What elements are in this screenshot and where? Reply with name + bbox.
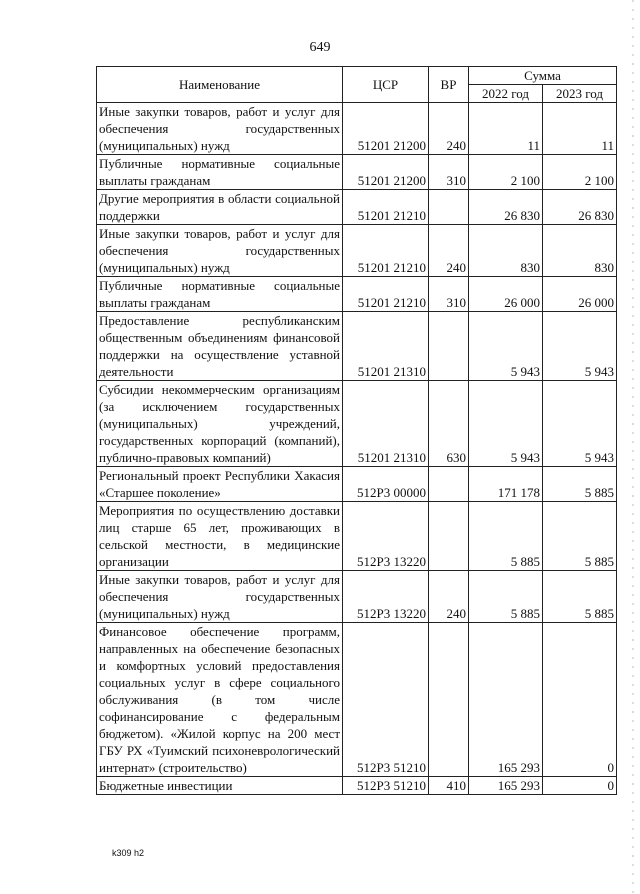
- row-vr: 310: [429, 277, 469, 312]
- row-vr: 630: [429, 381, 469, 467]
- row-vr: [429, 467, 469, 502]
- budget-table: [96, 66, 617, 795]
- row-sum-2022: 26 000: [469, 277, 543, 312]
- table-row: [97, 312, 617, 381]
- header-sum: Сумма: [469, 67, 617, 85]
- row-name: Региональный проект Республики Хакасия «Старшее поколение»: [97, 467, 343, 502]
- row-sum-2023: 26 000: [543, 277, 617, 312]
- scan-edge: [632, 0, 634, 894]
- header-vr: ВР: [429, 67, 469, 103]
- table-row: [97, 623, 617, 777]
- row-sum-2022: 5 943: [469, 312, 543, 381]
- table-row: [97, 571, 617, 623]
- header-csr: ЦСР: [343, 67, 429, 103]
- row-vr: 240: [429, 225, 469, 277]
- row-name: Иные закупки товаров, работ и услуг для обеспечения государственных (муниципальных) нужд: [97, 225, 343, 277]
- row-vr: [429, 623, 469, 777]
- row-sum-2023: 830: [543, 225, 617, 277]
- header-year-2022: 2022 год: [469, 85, 543, 103]
- row-sum-2023: 5 943: [543, 312, 617, 381]
- page-number: 649: [309, 40, 331, 55]
- row-csr: 512P3 51210: [343, 777, 429, 795]
- row-csr: 51201 21310: [343, 312, 429, 381]
- table-row: [97, 502, 617, 571]
- row-name: Другие мероприятия в области социальной поддержки: [97, 190, 343, 225]
- row-name: Иные закупки товаров, работ и услуг для обеспечения государственных (муниципальных) нужд: [97, 571, 343, 623]
- row-sum-2022: 171 178: [469, 467, 543, 502]
- header-row: [97, 67, 617, 85]
- row-sum-2023: 0: [543, 623, 617, 777]
- row-csr: 512P3 13220: [343, 571, 429, 623]
- row-sum-2022: 830: [469, 225, 543, 277]
- row-vr: 240: [429, 103, 469, 155]
- table-row: [97, 225, 617, 277]
- table-row: [97, 777, 617, 795]
- table-row: [97, 155, 617, 190]
- row-csr: 512P3 13220: [343, 502, 429, 571]
- row-name: Публичные нормативные социальные выплаты гражданам: [97, 277, 343, 312]
- row-csr: 512P3 00000: [343, 467, 429, 502]
- row-sum-2023: 5 885: [543, 467, 617, 502]
- table-row: [97, 277, 617, 312]
- row-csr: 512P3 51210: [343, 623, 429, 777]
- row-sum-2022: 2 100: [469, 155, 543, 190]
- row-sum-2022: 26 830: [469, 190, 543, 225]
- row-sum-2022: 165 293: [469, 623, 543, 777]
- row-name: Финансовое обеспечение программ, направленных на обеспечение безопасных и комфортных условий предоставления социальных услуг в сфере социального обслуживания (в том числе софинансирование с федеральным бюджетом). «Жилой корпус на 200 мест ГБУ РХ «Туимский психоневрологический интернат» (строительство): [97, 623, 343, 777]
- row-sum-2022: 5 885: [469, 502, 543, 571]
- row-vr: [429, 190, 469, 225]
- row-sum-2023: 0: [543, 777, 617, 795]
- row-csr: 51201 21200: [343, 155, 429, 190]
- row-csr: 51201 21210: [343, 277, 429, 312]
- row-name: Бюджетные инвестиции: [97, 777, 343, 795]
- row-vr: 310: [429, 155, 469, 190]
- row-csr: 51201 21210: [343, 190, 429, 225]
- row-sum-2023: 5 943: [543, 381, 617, 467]
- row-name: Субсидии некоммерческим организациям (за исключением государственных (муниципальных) учреждений, государственных корпораций (компаний), публично-правовых компаний): [97, 381, 343, 467]
- header-year-2023: 2023 год: [543, 85, 617, 103]
- row-name: Мероприятия по осуществлению доставки лиц старше 65 лет, проживающих в сельской местности, в медицинские организации: [97, 502, 343, 571]
- row-sum-2023: 2 100: [543, 155, 617, 190]
- row-name: Предоставление республиканским общественным объединениям финансовой поддержки на осуществление уставной деятельности: [97, 312, 343, 381]
- row-csr: 51201 21210: [343, 225, 429, 277]
- row-sum-2022: 165 293: [469, 777, 543, 795]
- table-row: [97, 467, 617, 502]
- table-row: [97, 190, 617, 225]
- header-name: Наименование: [97, 67, 343, 103]
- row-name: Публичные нормативные социальные выплаты гражданам: [97, 155, 343, 190]
- row-name: Иные закупки товаров, работ и услуг для обеспечения государственных (муниципальных) нужд: [97, 103, 343, 155]
- row-sum-2023: 5 885: [543, 571, 617, 623]
- row-sum-2023: 26 830: [543, 190, 617, 225]
- footer-code: k309 h2: [112, 848, 145, 858]
- row-sum-2023: 5 885: [543, 502, 617, 571]
- row-vr: 240: [429, 571, 469, 623]
- row-sum-2022: 5 885: [469, 571, 543, 623]
- row-csr: 51201 21310: [343, 381, 429, 467]
- row-vr: [429, 312, 469, 381]
- row-sum-2023: 11: [543, 103, 617, 155]
- row-sum-2022: 11: [469, 103, 543, 155]
- table-row: [97, 381, 617, 467]
- row-csr: 51201 21200: [343, 103, 429, 155]
- row-vr: [429, 502, 469, 571]
- row-sum-2022: 5 943: [469, 381, 543, 467]
- table-row: [97, 103, 617, 155]
- row-vr: 410: [429, 777, 469, 795]
